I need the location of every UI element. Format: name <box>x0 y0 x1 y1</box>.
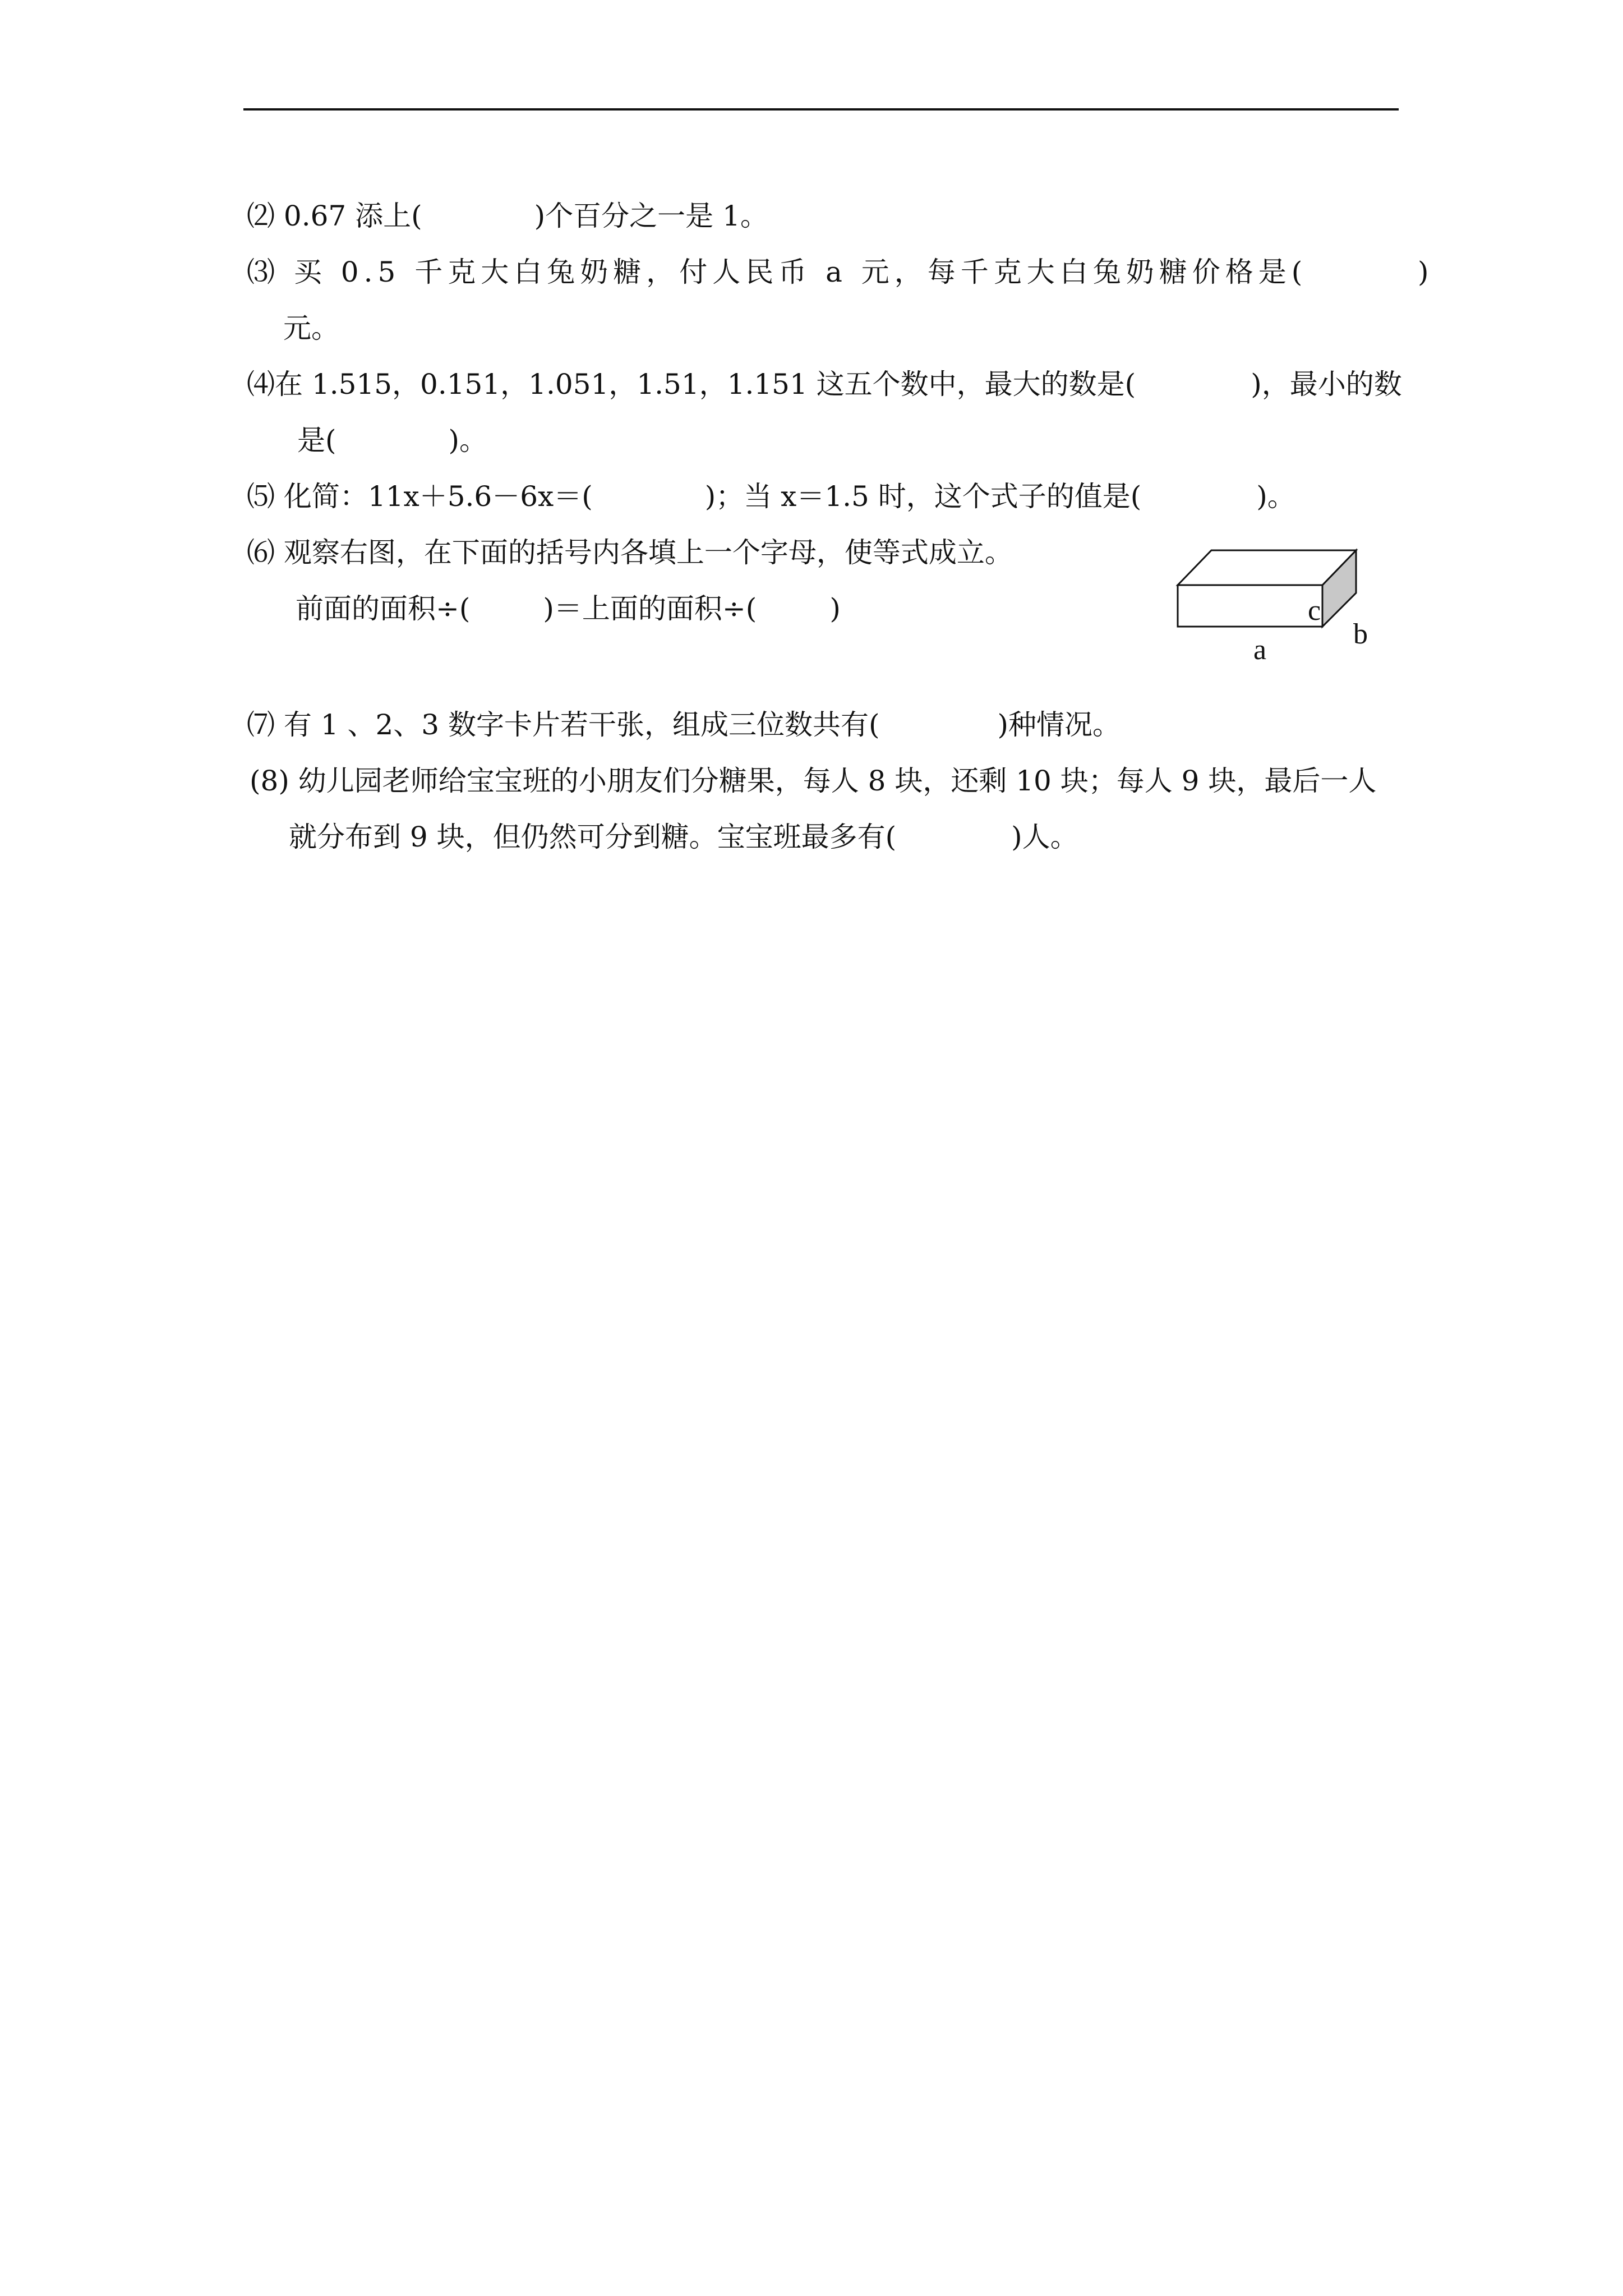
label-a: a <box>1253 634 1267 666</box>
question-4 <box>247 367 1402 401</box>
question-text: ⑶ 买 0.5 千克大白兔奶糖，付人民币 a 元，每千克大白兔奶糖价格是( <box>247 256 1308 288</box>
question-6-equation <box>296 592 841 625</box>
question-3-close-paren <box>1418 255 1429 289</box>
question-6 <box>247 536 1013 569</box>
question-text: ⑵ 0.67 添上( <box>247 200 422 232</box>
question-text: ⑹ 观察右图，在下面的括号内各填上一个字母，使等式成立。 <box>247 536 1013 569</box>
question-text: 是( <box>297 424 336 457</box>
question-text: )，最小的数 <box>1251 368 1402 401</box>
label-b: b <box>1353 618 1368 650</box>
question-7 <box>247 708 1121 742</box>
cuboid-figure <box>1175 547 1388 670</box>
question-8-line-2 <box>289 820 1078 854</box>
question-4-line-2 <box>297 424 487 457</box>
question-text: )。 <box>1256 480 1295 513</box>
question-text: 前面的面积÷( <box>296 592 471 625</box>
question-text: 就分布到 9 块，但仍然可分到糖。宝宝班最多有( <box>289 821 897 853</box>
question-text: ⑷在 1.515，0.151，1.051，1.51，1.151 这五个数中，最大的数是( <box>247 368 1136 401</box>
question-3 <box>247 255 1307 289</box>
question-text: 元。 <box>283 312 339 344</box>
label-c: c <box>1308 595 1321 627</box>
question-text: )个百分之一是 1。 <box>534 200 768 232</box>
question-text: )人。 <box>1011 821 1078 853</box>
cuboid-front-face <box>1178 585 1322 627</box>
answer-blank[interactable]: ) <box>1418 256 1429 288</box>
question-text: )种情况。 <box>997 708 1121 741</box>
question-text: ⑸ 化简：11x＋5.6－6x＝( <box>247 480 593 513</box>
header-rule <box>243 108 1399 111</box>
question-text: )。 <box>448 424 488 457</box>
question-text: (8) 幼儿园老师给宝宝班的小朋友们分糖果，每人 8 块，还剩 10 块；每人 9 块，最后一人 <box>250 765 1377 797</box>
question-2 <box>247 199 768 233</box>
question-text: )＝上面的面积÷( <box>543 592 757 625</box>
question-text: ) <box>829 592 841 625</box>
question-text: )；当 x＝1.5 时，这个式子的值是( <box>704 480 1142 513</box>
question-8 <box>250 764 1376 798</box>
question-text: ⑺ 有 1 、2、3 数字卡片若干张，组成三位数共有( <box>247 708 880 741</box>
question-5 <box>247 480 1295 513</box>
question-3-line-2 <box>283 311 339 345</box>
